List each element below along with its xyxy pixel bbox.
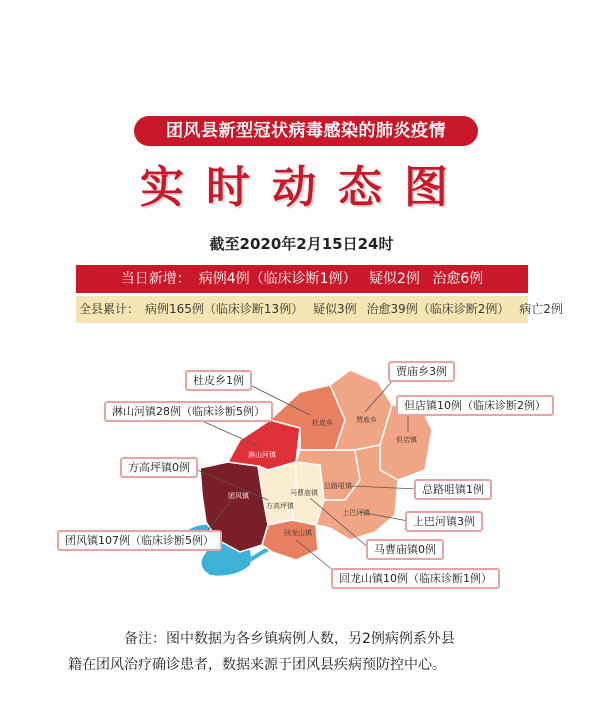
footnote-line2: 籍在团风治疗确诊患者，数据来源于团风县疾病预防控中心。	[68, 657, 446, 673]
daily-recovered: 治愈6例	[432, 271, 484, 287]
total-cases: 病例165例（临床诊断13例）	[145, 302, 304, 316]
daily-new-bar	[76, 265, 528, 293]
label-jiamiao: 贾庙乡	[356, 416, 377, 424]
label-linshanhe: 淋山河镇	[248, 451, 276, 459]
cumulative-bar	[76, 296, 563, 323]
daily-suspected: 疑似2例	[368, 271, 420, 287]
callout-jiamiao: 贾庙乡3例	[388, 361, 455, 382]
footnote-line1: 备注：图中数据为各乡镇病例人数，另2例病例系外县	[124, 631, 455, 647]
callout-dandian: 但店镇10例（临床诊断2例）	[396, 395, 554, 416]
total-deaths: 病亡2例	[519, 302, 563, 316]
page-title: 实时动态图	[140, 162, 470, 213]
daily-cases: 病例4例（临床诊断1例）	[198, 271, 357, 287]
label-tuanfeng: 团风镇	[228, 492, 249, 500]
label-dupi: 杜皮乡	[312, 419, 333, 427]
label-shangbahe: 上巴河镇	[342, 509, 370, 517]
label-huilongshan: 回龙山镇	[284, 529, 312, 537]
label-fanggaoping: 方高坪镇	[266, 502, 294, 510]
region-linshanhe	[228, 420, 300, 470]
label-macaomiao: 马曹庙镇	[290, 489, 318, 497]
callout-zongluju: 总路咀镇1例	[414, 479, 492, 500]
callout-dupi: 杜皮乡1例	[185, 370, 252, 391]
county-map	[0, 350, 603, 600]
title-banner: 团风县新型冠状病毒感染的肺炎疫情	[134, 116, 478, 146]
callout-tuanfeng: 团风镇107例（临床诊断5例）	[57, 530, 222, 551]
total-recovered: 治愈39例（临床诊断2例）	[366, 302, 510, 316]
total-suspected: 疑似3例	[313, 302, 357, 316]
report-date: 截至2020年2月15日24时	[209, 235, 394, 253]
callout-fanggaoping: 方高坪镇0例	[120, 457, 198, 478]
callout-huilongshan: 回龙山镇10例（临床诊断1例）	[331, 568, 500, 589]
total-lead: 全县累计：	[79, 302, 140, 316]
region-huilongshan	[262, 520, 318, 560]
footnote	[68, 626, 536, 678]
callout-linshanhe: 淋山河镇28例（临床诊断5例）	[104, 401, 273, 422]
label-dandian: 但店镇	[396, 436, 417, 444]
label-zongluju: 总路咀镇	[324, 482, 352, 490]
daily-lead: 当日新增：	[120, 271, 191, 287]
callout-shangbahe: 上巴河镇3例	[405, 511, 483, 532]
callout-macaomiao: 马曹庙镇0例	[366, 539, 444, 560]
